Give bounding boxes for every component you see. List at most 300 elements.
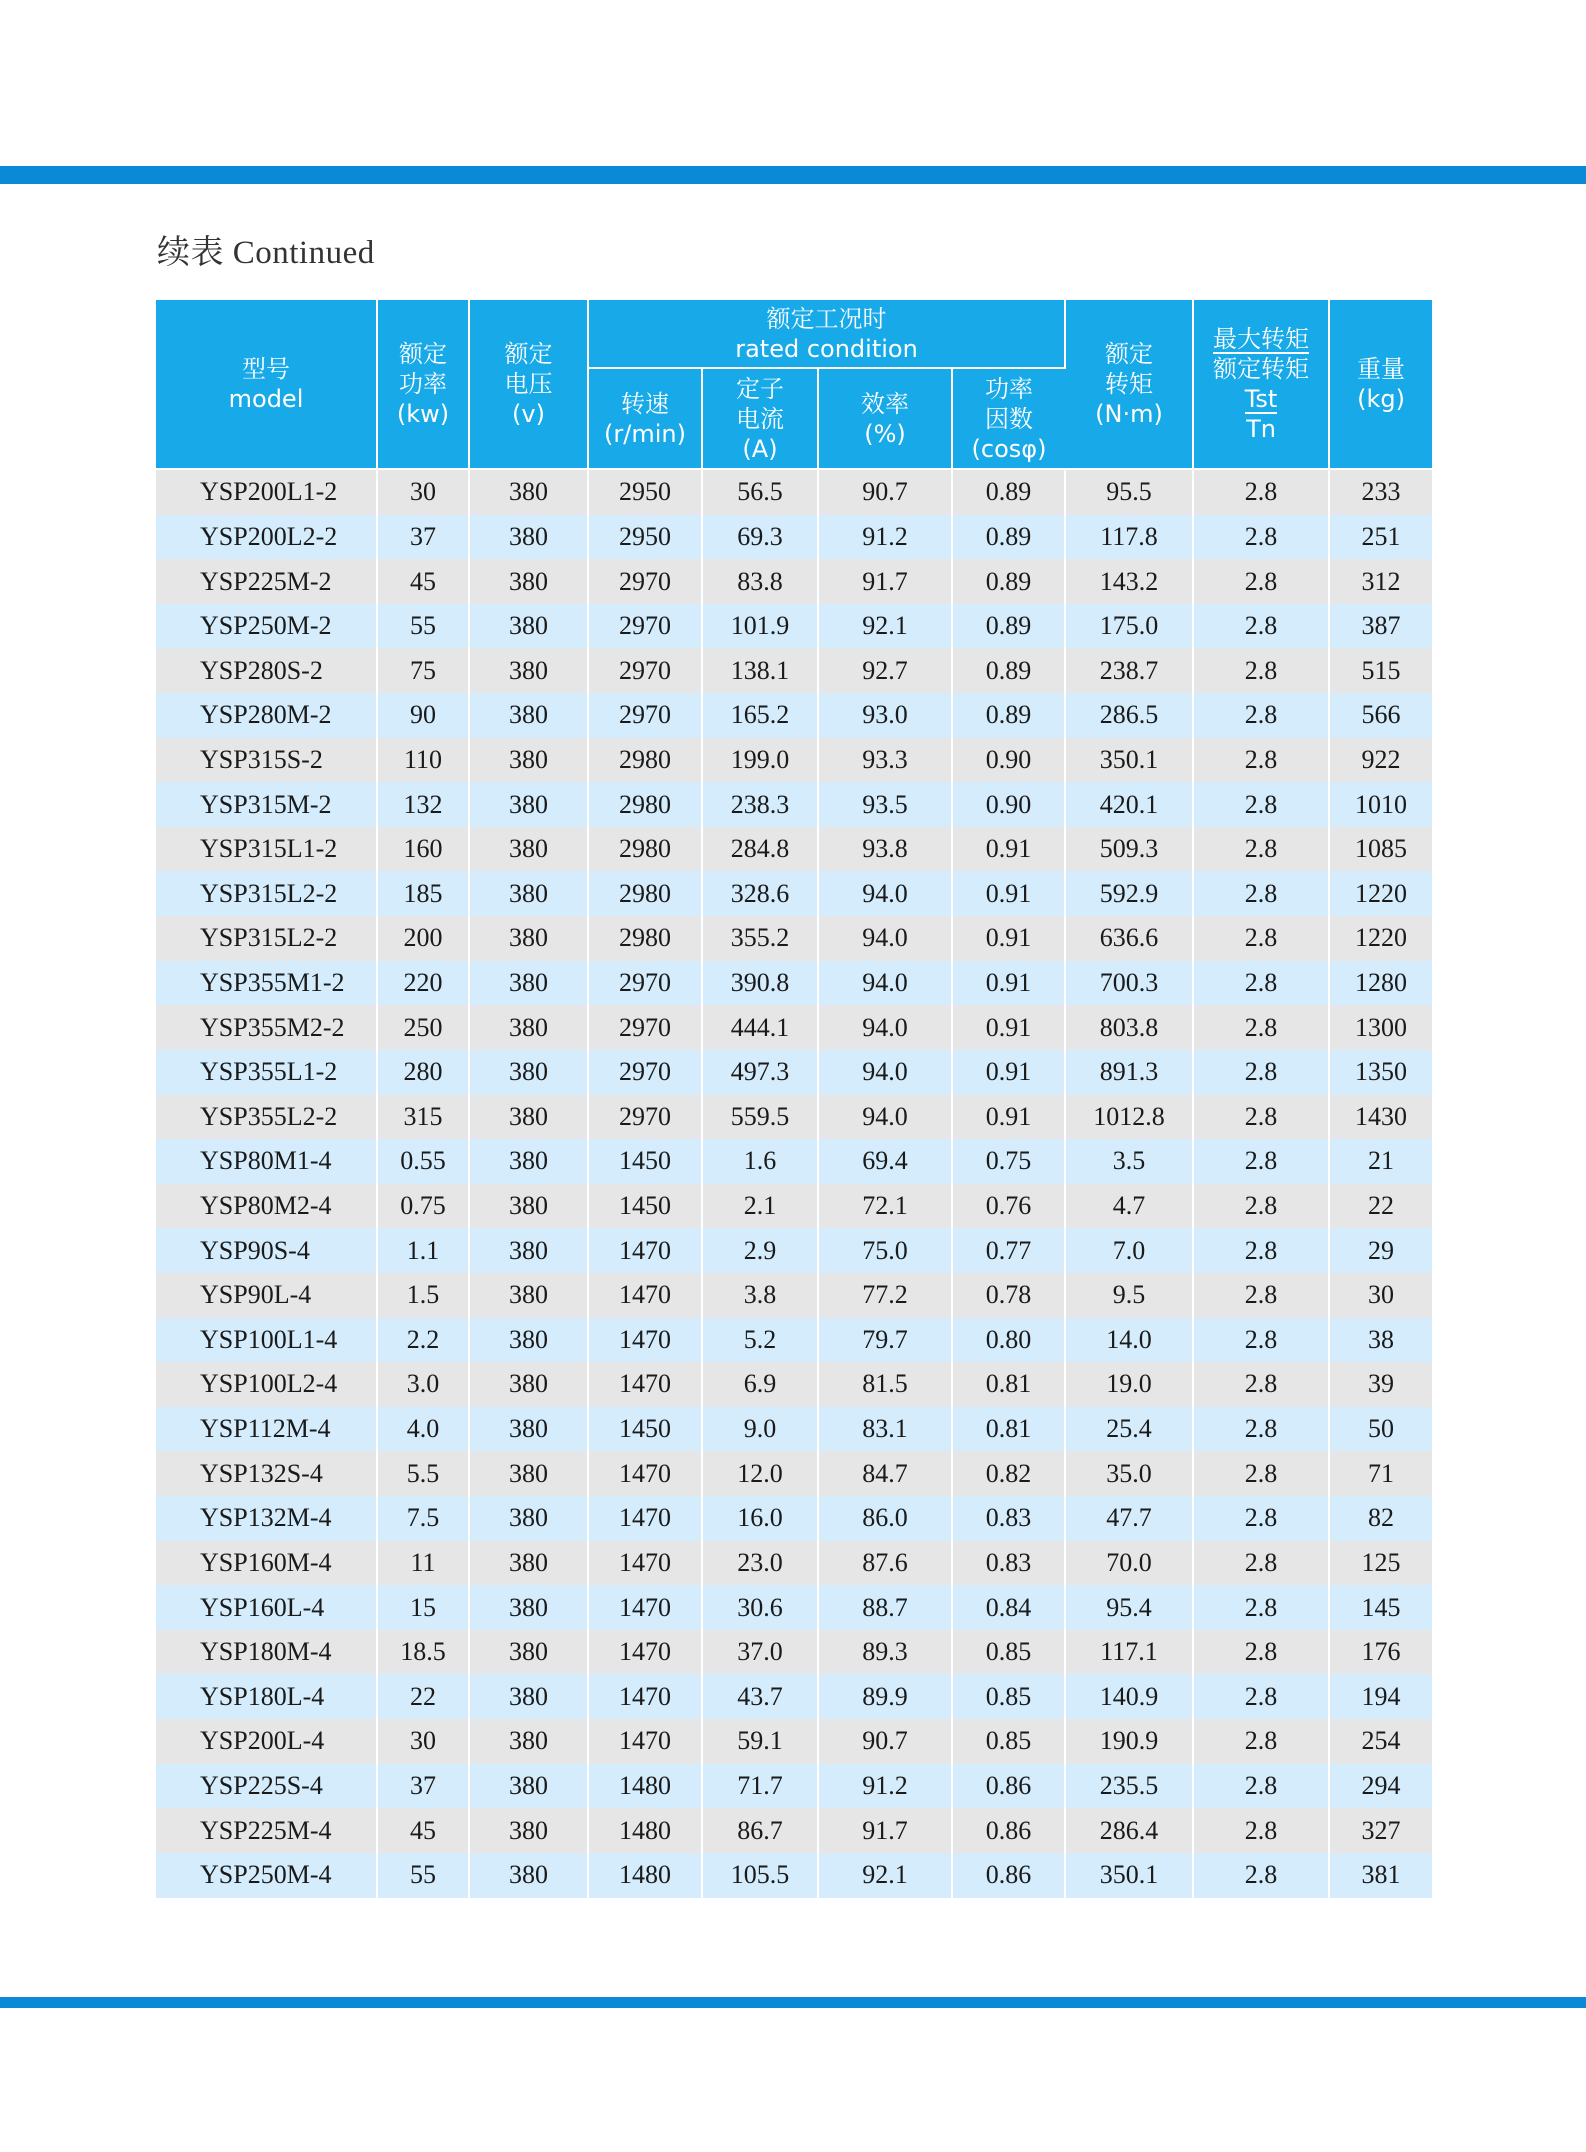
cell-model: YSP200L2-2 <box>156 515 377 560</box>
cell-model: YSP225S-4 <box>156 1764 377 1809</box>
table-row <box>156 1764 1432 1809</box>
cell-weight: 38 <box>1329 1318 1432 1363</box>
cell-power-factor: 0.85 <box>952 1630 1065 1675</box>
table-row <box>156 1407 1432 1452</box>
cell-torque-ratio: 2.8 <box>1193 1184 1329 1229</box>
cell-current: 101.9 <box>702 604 818 649</box>
cell-voltage: 380 <box>469 1095 588 1140</box>
cell-weight: 176 <box>1329 1630 1432 1675</box>
cell-torque: 636.6 <box>1065 916 1193 961</box>
table-row <box>156 827 1432 872</box>
cell-power: 90 <box>377 693 469 738</box>
cell-torque: 1012.8 <box>1065 1095 1193 1140</box>
cell-current: 86.7 <box>702 1808 818 1853</box>
cell-torque-ratio: 2.8 <box>1193 1095 1329 1140</box>
cell-power-factor: 0.83 <box>952 1541 1065 1586</box>
table-body <box>156 469 1432 1898</box>
table-row <box>156 1808 1432 1853</box>
cell-efficiency: 77.2 <box>818 1273 952 1318</box>
cell-torque-ratio: 2.8 <box>1193 1050 1329 1095</box>
cell-torque: 175.0 <box>1065 604 1193 649</box>
cell-weight: 1220 <box>1329 871 1432 916</box>
cell-power: 5.5 <box>377 1451 469 1496</box>
table-row <box>156 469 1432 515</box>
cell-efficiency: 89.9 <box>818 1674 952 1719</box>
cell-power-factor: 0.91 <box>952 1005 1065 1050</box>
table-row <box>156 1095 1432 1140</box>
specifications-table <box>156 300 1432 1898</box>
table-row <box>156 1451 1432 1496</box>
cell-efficiency: 93.8 <box>818 827 952 872</box>
header-torque: 额定 转矩 (N·m) <box>1065 300 1193 469</box>
cell-power: 185 <box>377 871 469 916</box>
table-row <box>156 1228 1432 1273</box>
cell-efficiency: 84.7 <box>818 1451 952 1496</box>
cell-power-factor: 0.89 <box>952 515 1065 560</box>
cell-efficiency: 83.1 <box>818 1407 952 1452</box>
cell-current: 1.6 <box>702 1139 818 1184</box>
cell-voltage: 380 <box>469 1808 588 1853</box>
cell-power: 2.2 <box>377 1318 469 1363</box>
cell-torque: 286.5 <box>1065 693 1193 738</box>
cell-speed: 1480 <box>588 1808 702 1853</box>
cell-speed: 2950 <box>588 515 702 560</box>
cell-current: 138.1 <box>702 648 818 693</box>
cell-power-factor: 0.85 <box>952 1674 1065 1719</box>
cell-torque-ratio: 2.8 <box>1193 871 1329 916</box>
cell-power-factor: 0.84 <box>952 1585 1065 1630</box>
table-row <box>156 871 1432 916</box>
table-row <box>156 1496 1432 1541</box>
cell-power-factor: 0.90 <box>952 738 1065 783</box>
cell-model: YSP315M-2 <box>156 782 377 827</box>
cell-voltage: 380 <box>469 1139 588 1184</box>
cell-torque-ratio: 2.8 <box>1193 1541 1329 1586</box>
cell-model: YSP355L1-2 <box>156 1050 377 1095</box>
cell-voltage: 380 <box>469 604 588 649</box>
cell-current: 2.1 <box>702 1184 818 1229</box>
cell-model: YSP250M-4 <box>156 1853 377 1898</box>
header-power-factor: 功率 因数 (cosφ) <box>952 368 1065 469</box>
cell-power-factor: 0.80 <box>952 1318 1065 1363</box>
table-row <box>156 1853 1432 1898</box>
cell-torque-ratio: 2.8 <box>1193 1808 1329 1853</box>
cell-torque-ratio: 2.8 <box>1193 1139 1329 1184</box>
cell-torque: 70.0 <box>1065 1541 1193 1586</box>
cell-efficiency: 69.4 <box>818 1139 952 1184</box>
cell-model: YSP180M-4 <box>156 1630 377 1675</box>
cell-power: 0.75 <box>377 1184 469 1229</box>
header-rated-condition: 额定工况时 rated condition <box>588 300 1065 368</box>
cell-speed: 2970 <box>588 693 702 738</box>
cell-torque: 350.1 <box>1065 738 1193 783</box>
table-row <box>156 738 1432 783</box>
cell-current: 497.3 <box>702 1050 818 1095</box>
header-weight: 重量 (kg) <box>1329 300 1432 469</box>
cell-voltage: 380 <box>469 693 588 738</box>
cell-power: 315 <box>377 1095 469 1140</box>
cell-model: YSP250M-2 <box>156 604 377 649</box>
cell-torque-ratio: 2.8 <box>1193 1674 1329 1719</box>
cell-speed: 2970 <box>588 1050 702 1095</box>
cell-speed: 1470 <box>588 1541 702 1586</box>
table-row <box>156 961 1432 1006</box>
cell-model: YSP225M-4 <box>156 1808 377 1853</box>
cell-efficiency: 92.1 <box>818 1853 952 1898</box>
cell-power: 250 <box>377 1005 469 1050</box>
cell-current: 105.5 <box>702 1853 818 1898</box>
cell-weight: 82 <box>1329 1496 1432 1541</box>
cell-voltage: 380 <box>469 1496 588 1541</box>
cell-current: 2.9 <box>702 1228 818 1273</box>
cell-current: 444.1 <box>702 1005 818 1050</box>
cell-weight: 566 <box>1329 693 1432 738</box>
cell-torque-ratio: 2.8 <box>1193 1630 1329 1675</box>
cell-power: 1.1 <box>377 1228 469 1273</box>
cell-weight: 71 <box>1329 1451 1432 1496</box>
cell-efficiency: 94.0 <box>818 916 952 961</box>
cell-power-factor: 0.85 <box>952 1719 1065 1764</box>
cell-model: YSP315S-2 <box>156 738 377 783</box>
cell-power-factor: 0.77 <box>952 1228 1065 1273</box>
cell-speed: 1470 <box>588 1318 702 1363</box>
cell-weight: 194 <box>1329 1674 1432 1719</box>
cell-torque-ratio: 2.8 <box>1193 1496 1329 1541</box>
cell-power: 15 <box>377 1585 469 1630</box>
cell-power-factor: 0.81 <box>952 1407 1065 1452</box>
cell-current: 12.0 <box>702 1451 818 1496</box>
cell-voltage: 380 <box>469 469 588 515</box>
cell-power-factor: 0.75 <box>952 1139 1065 1184</box>
cell-efficiency: 91.2 <box>818 1764 952 1809</box>
cell-model: YSP90S-4 <box>156 1228 377 1273</box>
cell-efficiency: 81.5 <box>818 1362 952 1407</box>
cell-weight: 125 <box>1329 1541 1432 1586</box>
cell-efficiency: 94.0 <box>818 871 952 916</box>
cell-power: 22 <box>377 1674 469 1719</box>
table-row <box>156 515 1432 560</box>
cell-voltage: 380 <box>469 916 588 961</box>
cell-power: 30 <box>377 1719 469 1764</box>
cell-torque: 117.1 <box>1065 1630 1193 1675</box>
cell-torque: 803.8 <box>1065 1005 1193 1050</box>
header-voltage: 额定 电压 (v) <box>469 300 588 469</box>
cell-weight: 254 <box>1329 1719 1432 1764</box>
cell-voltage: 380 <box>469 515 588 560</box>
cell-weight: 30 <box>1329 1273 1432 1318</box>
cell-current: 69.3 <box>702 515 818 560</box>
table-row <box>156 1005 1432 1050</box>
cell-model: YSP112M-4 <box>156 1407 377 1452</box>
cell-power: 37 <box>377 515 469 560</box>
cell-speed: 1470 <box>588 1496 702 1541</box>
cell-torque: 891.3 <box>1065 1050 1193 1095</box>
cell-weight: 1220 <box>1329 916 1432 961</box>
cell-power: 37 <box>377 1764 469 1809</box>
cell-voltage: 380 <box>469 1184 588 1229</box>
cell-power: 11 <box>377 1541 469 1586</box>
cell-torque-ratio: 2.8 <box>1193 782 1329 827</box>
cell-torque-ratio: 2.8 <box>1193 827 1329 872</box>
cell-torque-ratio: 2.8 <box>1193 469 1329 515</box>
cell-power-factor: 0.91 <box>952 916 1065 961</box>
cell-voltage: 380 <box>469 827 588 872</box>
cell-torque: 19.0 <box>1065 1362 1193 1407</box>
table-row <box>156 1318 1432 1363</box>
cell-model: YSP315L2-2 <box>156 871 377 916</box>
cell-speed: 2970 <box>588 648 702 693</box>
cell-current: 83.8 <box>702 559 818 604</box>
cell-current: 3.8 <box>702 1273 818 1318</box>
cell-torque: 95.5 <box>1065 469 1193 515</box>
cell-power-factor: 0.81 <box>952 1362 1065 1407</box>
cell-model: YSP132S-4 <box>156 1451 377 1496</box>
cell-model: YSP225M-2 <box>156 559 377 604</box>
cell-efficiency: 92.7 <box>818 648 952 693</box>
cell-torque: 420.1 <box>1065 782 1193 827</box>
cell-current: 16.0 <box>702 1496 818 1541</box>
cell-voltage: 380 <box>469 1451 588 1496</box>
cell-torque-ratio: 2.8 <box>1193 1228 1329 1273</box>
cell-weight: 387 <box>1329 604 1432 649</box>
cell-speed: 1470 <box>588 1362 702 1407</box>
cell-weight: 145 <box>1329 1585 1432 1630</box>
cell-speed: 1470 <box>588 1719 702 1764</box>
cell-model: YSP90L-4 <box>156 1273 377 1318</box>
cell-model: YSP280S-2 <box>156 648 377 693</box>
cell-current: 328.6 <box>702 871 818 916</box>
cell-speed: 1480 <box>588 1764 702 1809</box>
cell-weight: 251 <box>1329 515 1432 560</box>
cell-torque: 140.9 <box>1065 1674 1193 1719</box>
cell-voltage: 380 <box>469 1318 588 1363</box>
cell-efficiency: 92.1 <box>818 604 952 649</box>
cell-voltage: 380 <box>469 1407 588 1452</box>
cell-torque-ratio: 2.8 <box>1193 1362 1329 1407</box>
cell-speed: 2970 <box>588 559 702 604</box>
cell-model: YSP315L1-2 <box>156 827 377 872</box>
cell-voltage: 380 <box>469 1853 588 1898</box>
cell-power: 160 <box>377 827 469 872</box>
cell-power: 110 <box>377 738 469 783</box>
cell-model: YSP100L2-4 <box>156 1362 377 1407</box>
cell-weight: 1350 <box>1329 1050 1432 1095</box>
cell-voltage: 380 <box>469 961 588 1006</box>
top-accent-bar <box>0 166 1586 184</box>
cell-efficiency: 91.7 <box>818 1808 952 1853</box>
header-model: 型号 model <box>156 300 377 469</box>
cell-weight: 50 <box>1329 1407 1432 1452</box>
cell-torque-ratio: 2.8 <box>1193 515 1329 560</box>
cell-model: YSP160M-4 <box>156 1541 377 1586</box>
cell-efficiency: 88.7 <box>818 1585 952 1630</box>
cell-power: 0.55 <box>377 1139 469 1184</box>
cell-power: 30 <box>377 469 469 515</box>
cell-power-factor: 0.89 <box>952 469 1065 515</box>
cell-weight: 1010 <box>1329 782 1432 827</box>
cell-power-factor: 0.86 <box>952 1808 1065 1853</box>
cell-weight: 312 <box>1329 559 1432 604</box>
cell-speed: 2980 <box>588 738 702 783</box>
header-power: 额定 功率 (kw) <box>377 300 469 469</box>
cell-torque: 235.5 <box>1065 1764 1193 1809</box>
cell-weight: 327 <box>1329 1808 1432 1853</box>
cell-torque-ratio: 2.8 <box>1193 1407 1329 1452</box>
cell-current: 59.1 <box>702 1719 818 1764</box>
cell-torque: 25.4 <box>1065 1407 1193 1452</box>
cell-speed: 1470 <box>588 1630 702 1675</box>
cell-speed: 1470 <box>588 1273 702 1318</box>
cell-efficiency: 75.0 <box>818 1228 952 1273</box>
table-row <box>156 1541 1432 1586</box>
cell-power-factor: 0.76 <box>952 1184 1065 1229</box>
cell-current: 238.3 <box>702 782 818 827</box>
table-row <box>156 1050 1432 1095</box>
cell-torque-ratio: 2.8 <box>1193 1273 1329 1318</box>
cell-power-factor: 0.90 <box>952 782 1065 827</box>
cell-voltage: 380 <box>469 871 588 916</box>
cell-torque-ratio: 2.8 <box>1193 604 1329 649</box>
cell-model: YSP315L2-2 <box>156 916 377 961</box>
cell-power: 45 <box>377 1808 469 1853</box>
table-row <box>156 648 1432 693</box>
cell-speed: 2970 <box>588 961 702 1006</box>
page-heading: 续表 Continued <box>157 235 375 271</box>
cell-torque: 700.3 <box>1065 961 1193 1006</box>
cell-current: 5.2 <box>702 1318 818 1363</box>
cell-speed: 1470 <box>588 1228 702 1273</box>
cell-speed: 2980 <box>588 827 702 872</box>
cell-power: 4.0 <box>377 1407 469 1452</box>
cell-speed: 1470 <box>588 1585 702 1630</box>
cell-voltage: 380 <box>469 1719 588 1764</box>
cell-weight: 29 <box>1329 1228 1432 1273</box>
cell-power-factor: 0.86 <box>952 1764 1065 1809</box>
cell-torque-ratio: 2.8 <box>1193 961 1329 1006</box>
cell-voltage: 380 <box>469 1630 588 1675</box>
cell-torque-ratio: 2.8 <box>1193 559 1329 604</box>
cell-power-factor: 0.78 <box>952 1273 1065 1318</box>
cell-efficiency: 94.0 <box>818 1095 952 1140</box>
cell-torque: 3.5 <box>1065 1139 1193 1184</box>
cell-weight: 294 <box>1329 1764 1432 1809</box>
cell-efficiency: 94.0 <box>818 1050 952 1095</box>
cell-current: 165.2 <box>702 693 818 738</box>
cell-current: 559.5 <box>702 1095 818 1140</box>
cell-power: 55 <box>377 604 469 649</box>
cell-efficiency: 93.3 <box>818 738 952 783</box>
cell-weight: 21 <box>1329 1139 1432 1184</box>
cell-power: 55 <box>377 1853 469 1898</box>
cell-weight: 381 <box>1329 1853 1432 1898</box>
cell-power: 3.0 <box>377 1362 469 1407</box>
table-row <box>156 1362 1432 1407</box>
table-row <box>156 559 1432 604</box>
cell-current: 23.0 <box>702 1541 818 1586</box>
cell-efficiency: 93.5 <box>818 782 952 827</box>
cell-model: YSP132M-4 <box>156 1496 377 1541</box>
cell-torque-ratio: 2.8 <box>1193 1318 1329 1363</box>
cell-speed: 1450 <box>588 1407 702 1452</box>
cell-model: YSP160L-4 <box>156 1585 377 1630</box>
cell-weight: 1300 <box>1329 1005 1432 1050</box>
cell-speed: 1480 <box>588 1853 702 1898</box>
cell-current: 71.7 <box>702 1764 818 1809</box>
cell-power: 7.5 <box>377 1496 469 1541</box>
cell-weight: 22 <box>1329 1184 1432 1229</box>
cell-torque-ratio: 2.8 <box>1193 1853 1329 1898</box>
cell-weight: 1280 <box>1329 961 1432 1006</box>
cell-power: 200 <box>377 916 469 961</box>
cell-torque: 117.8 <box>1065 515 1193 560</box>
cell-weight: 39 <box>1329 1362 1432 1407</box>
cell-efficiency: 87.6 <box>818 1541 952 1586</box>
cell-torque: 143.2 <box>1065 559 1193 604</box>
cell-voltage: 380 <box>469 1674 588 1719</box>
cell-current: 43.7 <box>702 1674 818 1719</box>
table-row <box>156 1139 1432 1184</box>
cell-power-factor: 0.91 <box>952 1050 1065 1095</box>
cell-power-factor: 0.91 <box>952 961 1065 1006</box>
cell-torque-ratio: 2.8 <box>1193 1585 1329 1630</box>
cell-voltage: 380 <box>469 1005 588 1050</box>
cell-voltage: 380 <box>469 1585 588 1630</box>
cell-torque: 238.7 <box>1065 648 1193 693</box>
header-max-torque-ratio: 最大转矩 额定转矩 Tst Tn <box>1193 300 1329 469</box>
cell-voltage: 380 <box>469 1273 588 1318</box>
cell-speed: 1450 <box>588 1184 702 1229</box>
cell-efficiency: 90.7 <box>818 1719 952 1764</box>
cell-speed: 2980 <box>588 871 702 916</box>
cell-current: 56.5 <box>702 469 818 515</box>
cell-efficiency: 72.1 <box>818 1184 952 1229</box>
cell-efficiency: 94.0 <box>818 961 952 1006</box>
cell-speed: 2970 <box>588 1095 702 1140</box>
cell-weight: 515 <box>1329 648 1432 693</box>
cell-efficiency: 93.0 <box>818 693 952 738</box>
cell-power: 132 <box>377 782 469 827</box>
cell-speed: 2980 <box>588 782 702 827</box>
cell-current: 199.0 <box>702 738 818 783</box>
cell-model: YSP280M-2 <box>156 693 377 738</box>
cell-voltage: 380 <box>469 648 588 693</box>
cell-power-factor: 0.91 <box>952 827 1065 872</box>
cell-speed: 1470 <box>588 1674 702 1719</box>
table-row <box>156 1273 1432 1318</box>
cell-torque: 592.9 <box>1065 871 1193 916</box>
cell-power: 75 <box>377 648 469 693</box>
cell-model: YSP80M2-4 <box>156 1184 377 1229</box>
cell-power: 45 <box>377 559 469 604</box>
cell-voltage: 380 <box>469 1541 588 1586</box>
cell-power-factor: 0.82 <box>952 1451 1065 1496</box>
cell-speed: 2970 <box>588 1005 702 1050</box>
cell-model: YSP200L1-2 <box>156 469 377 515</box>
cell-current: 390.8 <box>702 961 818 1006</box>
table-row <box>156 1674 1432 1719</box>
cell-model: YSP80M1-4 <box>156 1139 377 1184</box>
cell-voltage: 380 <box>469 1362 588 1407</box>
header-stator-current: 定子 电流 (A) <box>702 368 818 469</box>
cell-torque-ratio: 2.8 <box>1193 693 1329 738</box>
cell-torque-ratio: 2.8 <box>1193 738 1329 783</box>
cell-efficiency: 90.7 <box>818 469 952 515</box>
cell-torque-ratio: 2.8 <box>1193 1719 1329 1764</box>
cell-model: YSP200L-4 <box>156 1719 377 1764</box>
cell-weight: 1085 <box>1329 827 1432 872</box>
cell-torque-ratio: 2.8 <box>1193 648 1329 693</box>
cell-voltage: 380 <box>469 782 588 827</box>
